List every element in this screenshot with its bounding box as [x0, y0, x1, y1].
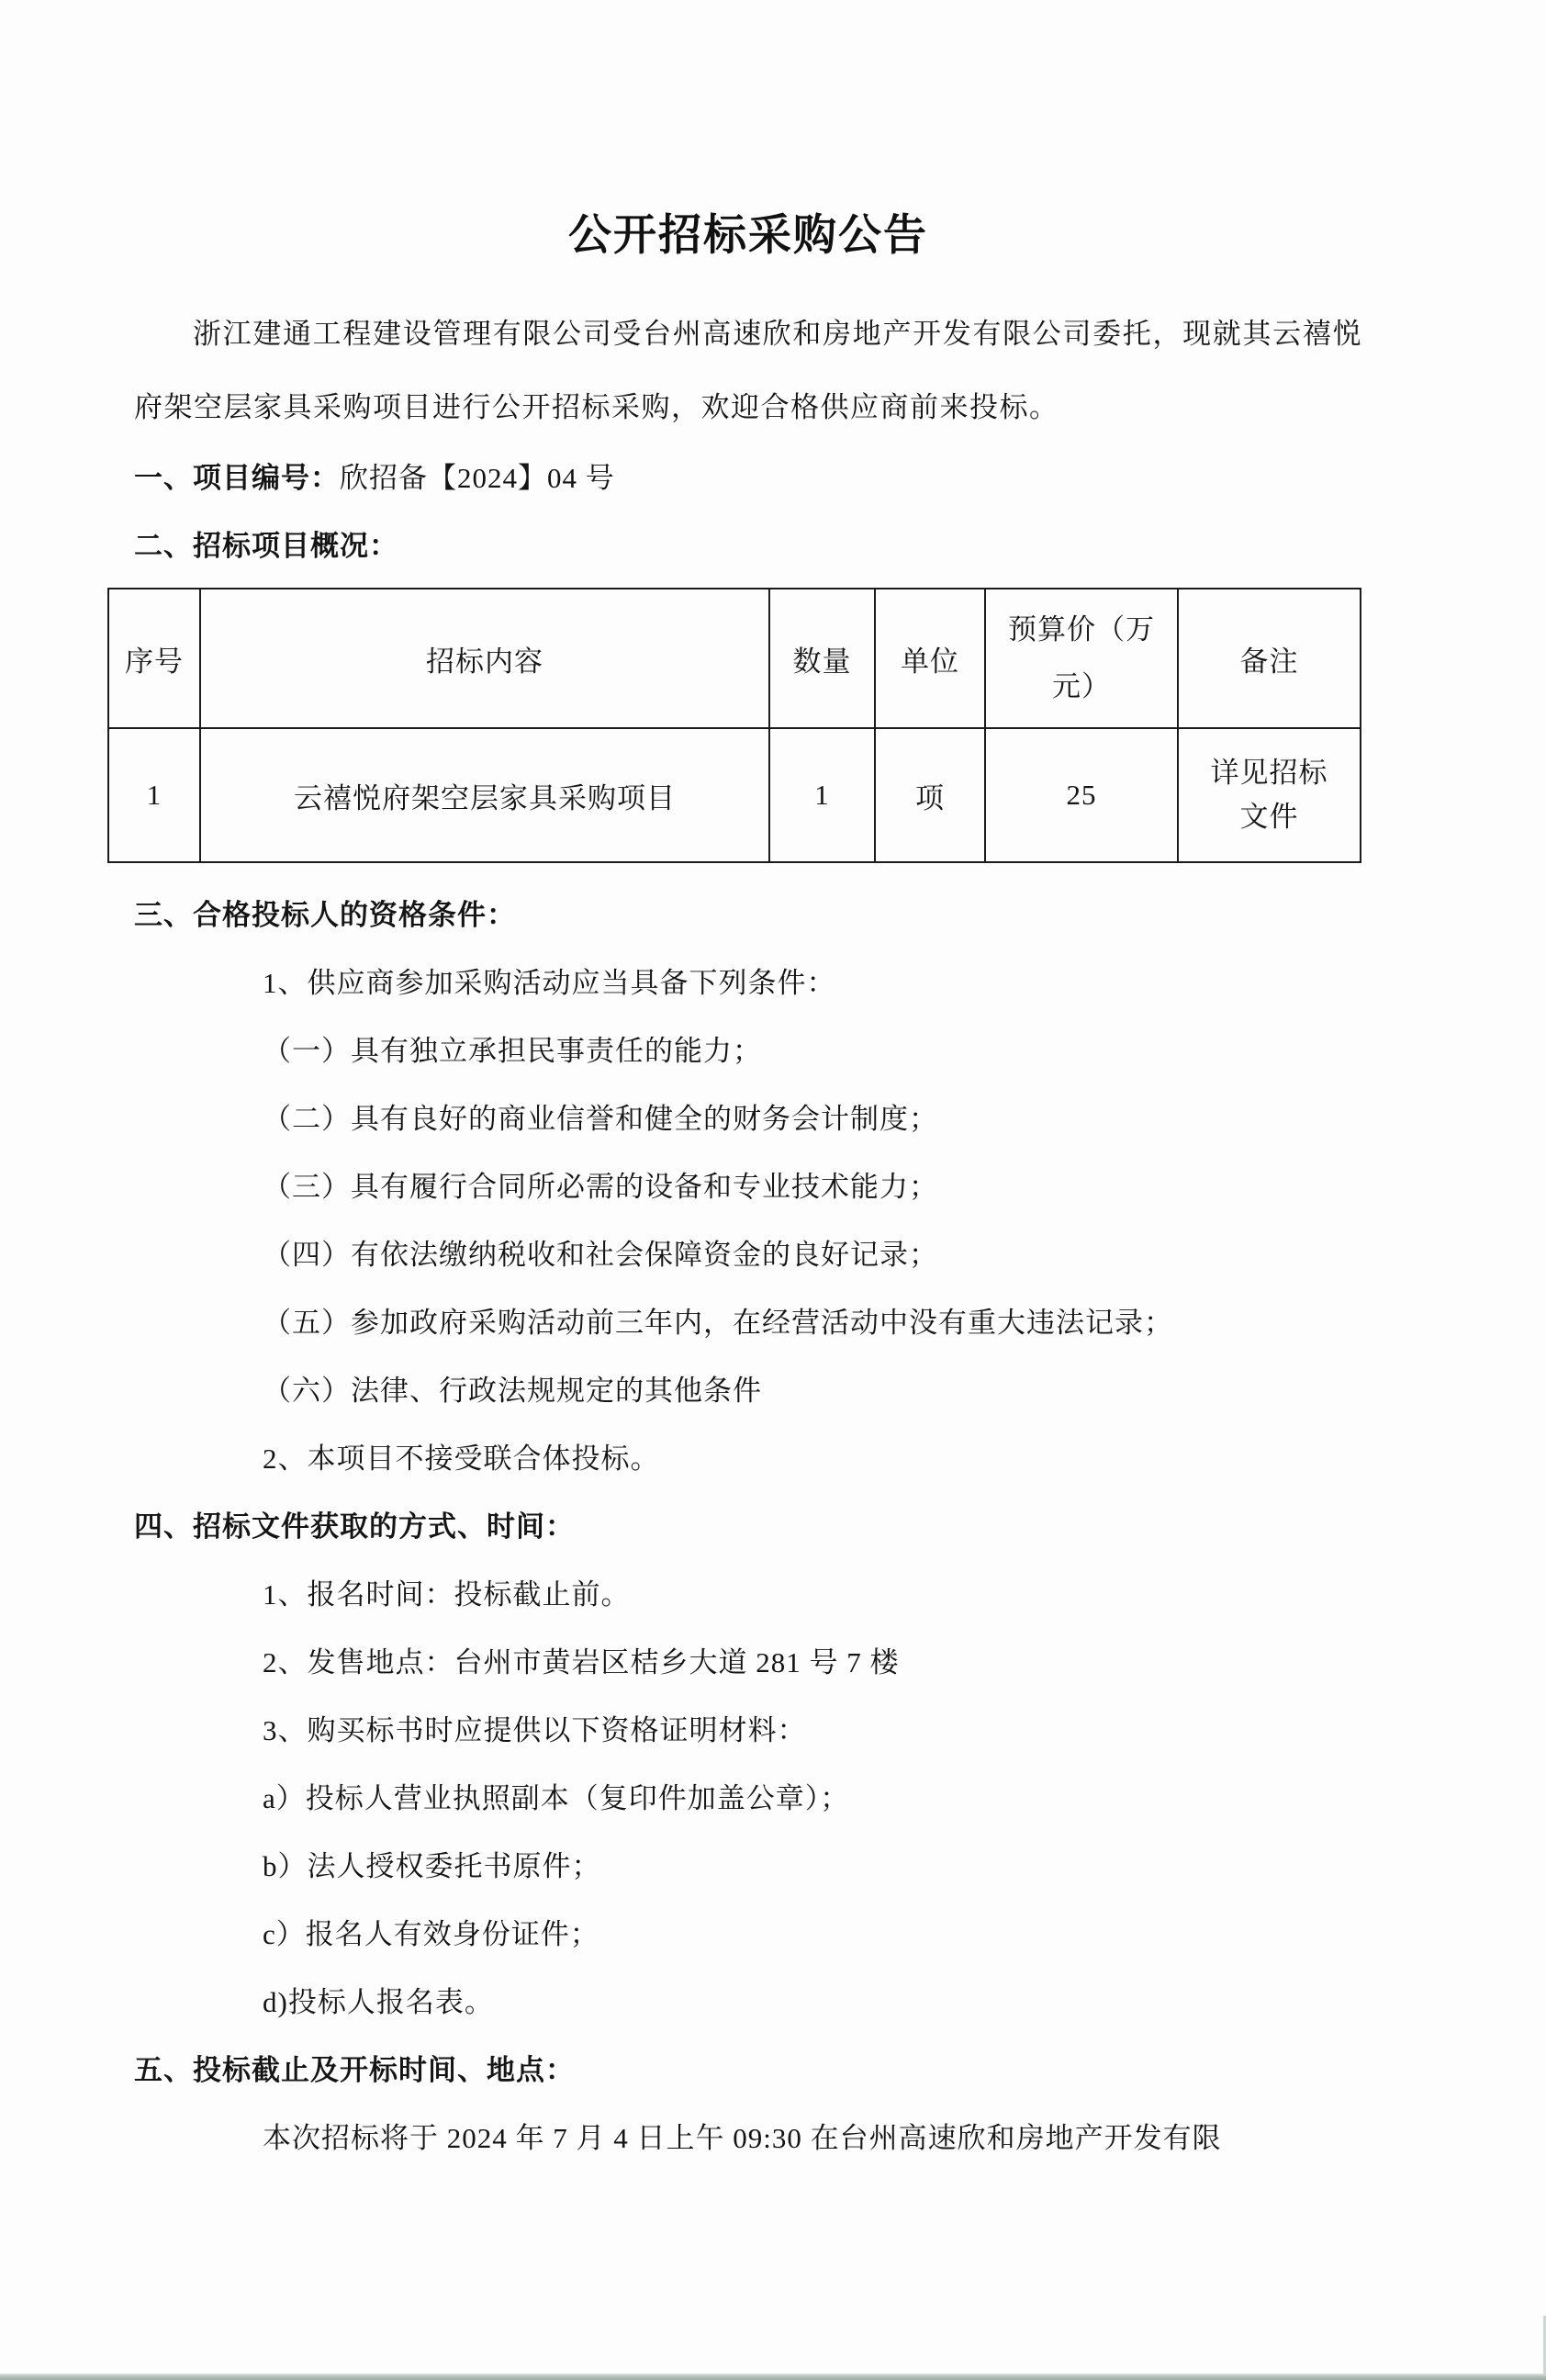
document-title: 公开招标采购公告: [568, 210, 928, 259]
th-sequence-number: 序号: [108, 589, 200, 728]
list-item: a）投标人营业执照副本（复印件加盖公章）；: [263, 1782, 850, 1814]
th-unit: 单位: [875, 589, 985, 728]
th-quantity: 数量: [769, 589, 875, 728]
document-content: [0, 211, 1546, 2172]
td-unit: 项: [875, 728, 985, 862]
list-item: （二）具有良好的商业信誉和健全的财务会计制度；: [263, 1103, 938, 1135]
td-remark: 详见招标文件: [1178, 728, 1361, 862]
section-1-heading: [134, 444, 1362, 512]
section-1-label: 一、项目编号：: [134, 462, 340, 494]
table-row: [108, 728, 1361, 862]
list-item: （五）参加政府采购活动前三年内，在经营活动中没有重大违法记录；: [263, 1307, 1173, 1339]
list-item: c）报名人有效身份证件；: [263, 1918, 599, 1950]
section-5-heading: 五、投标截止及开标时间、地点：: [134, 2054, 575, 2086]
scan-bottom-edge-artifact: [0, 2374, 1546, 2380]
intro-paragraph: 浙江建通工程建设管理有限公司受台州高速欣和房地产开发有限公司委托，现就其云禧悦府架空层家具采购项目进行公开招标采购，欢迎合格供应商前来投标。: [134, 318, 1362, 423]
list-item: 1、报名时间：投标截止前。: [263, 1578, 631, 1611]
list-item: （一）具有独立承担民事责任的能力；: [263, 1035, 762, 1067]
td-tender-content: 云禧悦府架空层家具采购项目: [200, 728, 769, 862]
list-item: 2、发售地点：台州市黄岩区桔乡大道 281 号 7 楼: [263, 1646, 900, 1678]
list-item: 1、供应商参加采购活动应当具备下列条件：: [263, 967, 836, 999]
section-3-heading: 三、合格投标人的资格条件：: [134, 899, 516, 931]
section-4-heading: 四、招标文件获取的方式、时间：: [134, 1510, 575, 1543]
list-item: （六）法律、行政法规规定的其他条件: [263, 1375, 762, 1407]
tender-overview-table: [107, 588, 1361, 863]
th-tender-content: 招标内容: [200, 589, 769, 728]
th-remark: 备注: [1178, 589, 1361, 728]
project-number-value: 欣招备【2024】04 号: [340, 462, 615, 494]
section-2-heading: 二、招标项目概况：: [134, 530, 398, 562]
list-item: （三）具有履行合同所必需的设备和专业技术能力；: [263, 1171, 938, 1203]
td-sequence-number: 1: [108, 728, 200, 862]
list-item: （四）有依法缴纳税收和社会保障资金的良好记录；: [263, 1239, 938, 1271]
table-header-row: [108, 589, 1361, 728]
closing-paragraph: 本次招标将于 2024 年 7 月 4 日上午 09:30 在台州高速欣和房地产开发有限: [263, 2122, 1222, 2154]
td-budget-price: 25: [985, 728, 1178, 862]
th-budget-price: 预算价（万元）: [985, 589, 1178, 728]
td-quantity: 1: [769, 728, 875, 862]
list-item: d)投标人报名表。: [263, 1986, 494, 2018]
list-item: 2、本项目不接受联合体投标。: [263, 1443, 660, 1475]
list-item: 3、购买标书时应提供以下资格证明材料：: [263, 1714, 807, 1746]
list-item: b）法人授权委托书原件；: [263, 1850, 601, 1882]
